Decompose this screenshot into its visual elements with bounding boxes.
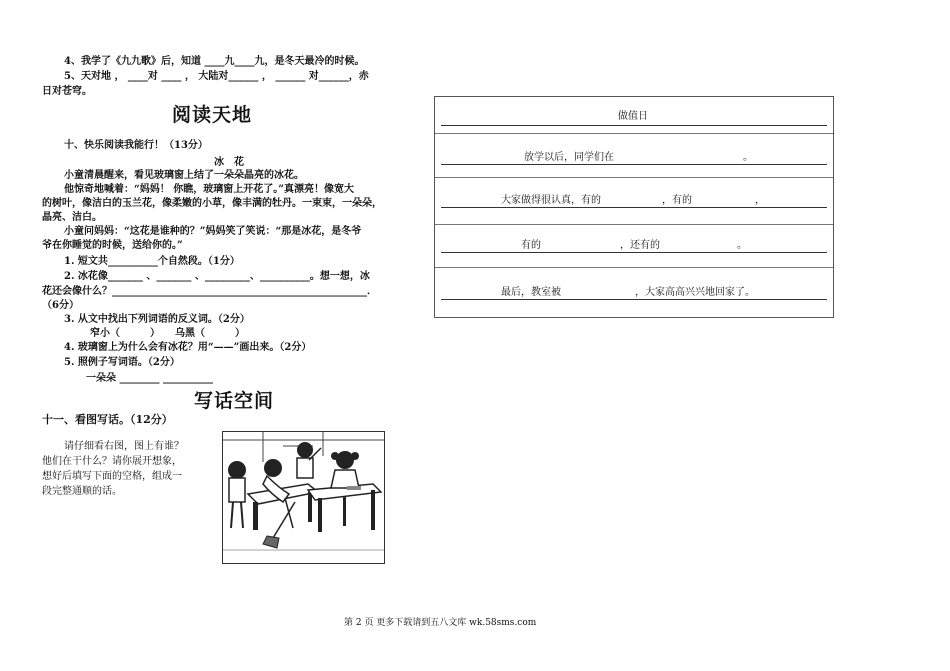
answer-line4-a: 最后，教室被 bbox=[501, 287, 561, 298]
question-line: （6分） bbox=[42, 300, 79, 311]
q10-title: 十、快乐阅读我能行！（13分） bbox=[64, 140, 208, 151]
answer-line3-c: 。 bbox=[737, 240, 747, 251]
passage-line: 小童清晨醒来，看见玻璃窗上结了一朵朵晶亮的冰花。 bbox=[64, 170, 304, 181]
question-5-line2: 日对苍穹。 bbox=[42, 86, 92, 97]
row-divider bbox=[435, 133, 833, 134]
row-divider bbox=[435, 224, 833, 225]
answer-line2-b: ，有的 bbox=[662, 195, 692, 206]
question-4: 4、我学了《九九歌》后，知道 ____九____九，是冬天最冷的时候。 bbox=[64, 56, 365, 67]
instruction-line: 请仔细看右图，图上有谁？ bbox=[64, 441, 184, 452]
question-line: 3. 从文中找出下列词语的反义词。（2分） bbox=[64, 314, 250, 325]
answer-line[interactable] bbox=[441, 299, 827, 300]
answer-line4-b: ，大家高高兴兴地回家了。 bbox=[635, 287, 755, 298]
poem-title: 冰 花 bbox=[214, 157, 244, 168]
question-line: 1. 短文共__________个自然段。（1分） bbox=[64, 256, 240, 267]
row-divider bbox=[435, 177, 833, 178]
answer-line3-a: 有的 bbox=[521, 240, 541, 251]
answer-line3-b: ，还有的 bbox=[620, 240, 660, 251]
question-line: 一朵朵 ________ __________ bbox=[86, 373, 213, 384]
answer-box bbox=[434, 96, 834, 318]
passage-line: 晶亮、洁白。 bbox=[42, 212, 102, 223]
answer-line1-text: 放学以后，同学们在 bbox=[524, 152, 614, 163]
answer-line[interactable] bbox=[441, 207, 827, 208]
illustration-svg bbox=[223, 432, 384, 563]
answer-line1-end: 。 bbox=[743, 152, 753, 163]
answer-line2-c: ， bbox=[755, 195, 765, 206]
classroom-cleaning-illustration bbox=[222, 431, 385, 564]
passage-line: 爷在你睡觉的时候，送给你的。” bbox=[42, 240, 183, 251]
passage-line: 他惊奇地喊着：“妈妈！ 你瞧，玻璃窗上开花了。”真漂亮！像宽大 bbox=[64, 184, 354, 195]
answer-line2-a: 大家做得很认真，有的 bbox=[501, 195, 601, 206]
passage-line: 的树叶，像洁白的玉兰花，像柔嫩的小草，像丰满的牡丹。一束束，一朵朵， bbox=[42, 198, 382, 209]
row-divider bbox=[435, 267, 833, 268]
question-line: 5. 照例子写词语。（2分） bbox=[64, 357, 180, 368]
instruction-line: 段完整通顺的话。 bbox=[42, 486, 122, 497]
instruction-line: 想好后填写下面的空格，组成一 bbox=[42, 471, 182, 482]
question-line: 4. 玻璃窗上为什么会有冰花？用“——”画出来。（2分） bbox=[64, 342, 312, 353]
answer-line[interactable] bbox=[441, 164, 827, 165]
answer-line[interactable] bbox=[441, 125, 827, 126]
passage-line: 小童问妈妈：“这花是谁种的？”妈妈笑了笑说：“那是冰花，是冬爷 bbox=[64, 226, 362, 237]
instruction-line: 他们在干什么？请你展开想象， bbox=[42, 456, 182, 467]
answer-line[interactable] bbox=[441, 252, 827, 253]
page-footer: 第 2 页 更多下载请到五八文库 wk.58sms.com bbox=[344, 618, 537, 628]
question-line: 花还会像什么？___________________________________________________． bbox=[42, 286, 377, 297]
question-5-line1: 5、天对地 ， ____对 ____ ， 大陆对______ ， ______ 对______，赤 bbox=[64, 71, 369, 82]
question-line: 2. 冰花像_______ 、_______ 、_________、__________。想一想，冰 bbox=[64, 271, 370, 282]
question-line: 窄小（ ） 乌黑（ ） bbox=[90, 328, 245, 339]
heading-writing: 写话空间 bbox=[194, 390, 275, 412]
heading-reading: 阅读天地 bbox=[172, 104, 253, 126]
q11-title: 十一、看图写话。（12分） bbox=[42, 413, 173, 426]
answer-box-title: 做值日 bbox=[618, 111, 648, 122]
